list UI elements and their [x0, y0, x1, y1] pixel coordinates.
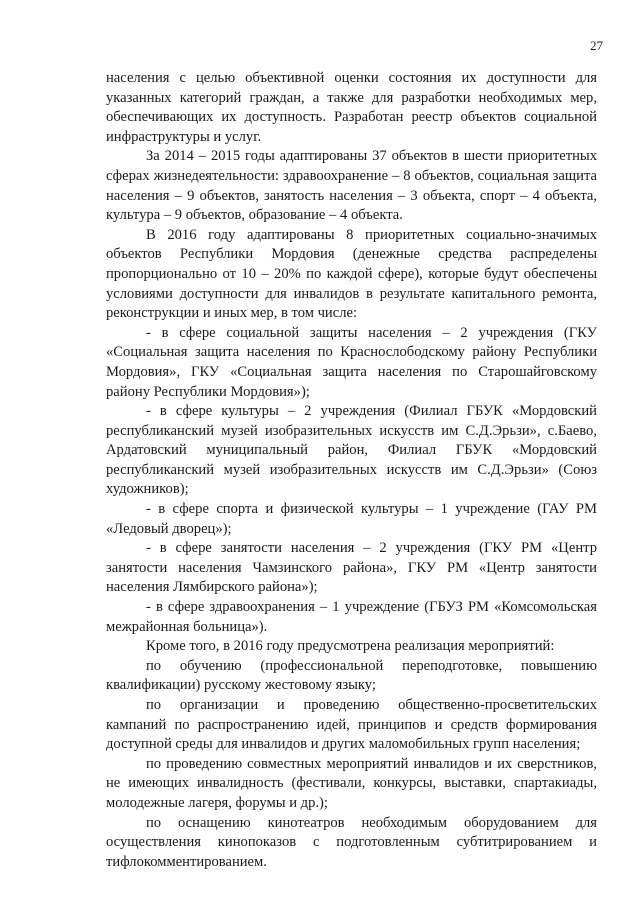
list-item-sport: - в сфере спорта и физической культуры – 1 учреждение (ГАУ РМ «Ледовый дворец»);	[106, 501, 597, 537]
list-item-healthcare: - в сфере здравоохранения – 1 учреждение (ГБУЗ РМ «Комсомольская межрайонная больница»).	[106, 599, 597, 635]
measure-sign-language-training: по обучению (профессиональной переподготовке, повышению квалификации) русскому жестовому языку;	[106, 657, 597, 694]
list-item-social-protection: - в сфере социальной защиты населения – 2 учреждения (ГКУ «Социальная защита населения по Краснослободскому району Республики Мордовия», ГКУ «Социальная защита населения по Старошайговскому району Республики Мордовия»);	[106, 324, 597, 400]
measure-public-campaigns: по организации и проведению общественно-просветительских кампаний по распространению идей, принципов и средств формирования доступной среды для инвалидов и других маломобильных групп населения;	[106, 697, 597, 753]
page-number: 27	[590, 38, 603, 53]
paragraph-2016-adaptation: В 2016 году адаптированы 8 приоритетных социально-значимых объектов Республики Мордовия (денежные средства распределены пропорционально от 10 – 20% по каждой сфере), которые будут обеспечены условиями доступности для инвалидов в результате капитального ремонта, реконструкции и иных мер, в том числе:	[106, 226, 597, 322]
paragraph-accessibility-assessment: населения с целью объективной оценки состояния их доступности для указанных категорий граждан, а также для разработки необходимых мер, обеспечивающих их доступность. Разработан реестр объектов социальной инфраструктуры и услуг.	[106, 70, 597, 145]
paragraph-2016-measures: Кроме того, в 2016 году предусмотрена реализация мероприятий:	[146, 638, 555, 655]
paragraph-2014-2015-adaptation: За 2014 – 2015 годы адаптированы 37 объектов в шести приоритетных сферах жизнедеятельности: здравоохранение – 8 объектов, социальная защита населения – 9 объектов, занятость населения – 3 объекта, спорт – 4 объекта, культура – 9 объектов, образование – 4 объекта.	[106, 148, 597, 224]
list-item-culture: - в сфере культуры – 2 учреждения (Филиал ГБУК «Мордовский республиканский музей изобразительных искусств им С.Д.Эрьзи», с.Баево, Ардатовский муниципальный район, Филиал ГБУК «Мордовский республиканский музей изобразительных искусств им С.Д.Эрьзи» (Союз художников);	[106, 403, 597, 498]
measure-joint-events: по проведению совместных мероприятий инвалидов и их сверстников, не имеющих инвалидность (фестивали, конкурсы, выставки, спартакиады, молодежные лагеря, форумы и др.);	[106, 755, 597, 811]
document-body	[106, 69, 597, 872]
measure-cinema-equipment: по оснащению кинотеатров необходимым оборудованием для осуществления кинопоказов с подготовленным субтитрированием и тифлокомментированием.	[106, 814, 597, 870]
list-item-employment: - в сфере занятости населения – 2 учреждения (ГКУ РМ «Центр занятости населения Чамзинского района», ГКУ РМ «Центр занятости населения Лямбирского района»);	[106, 540, 597, 596]
